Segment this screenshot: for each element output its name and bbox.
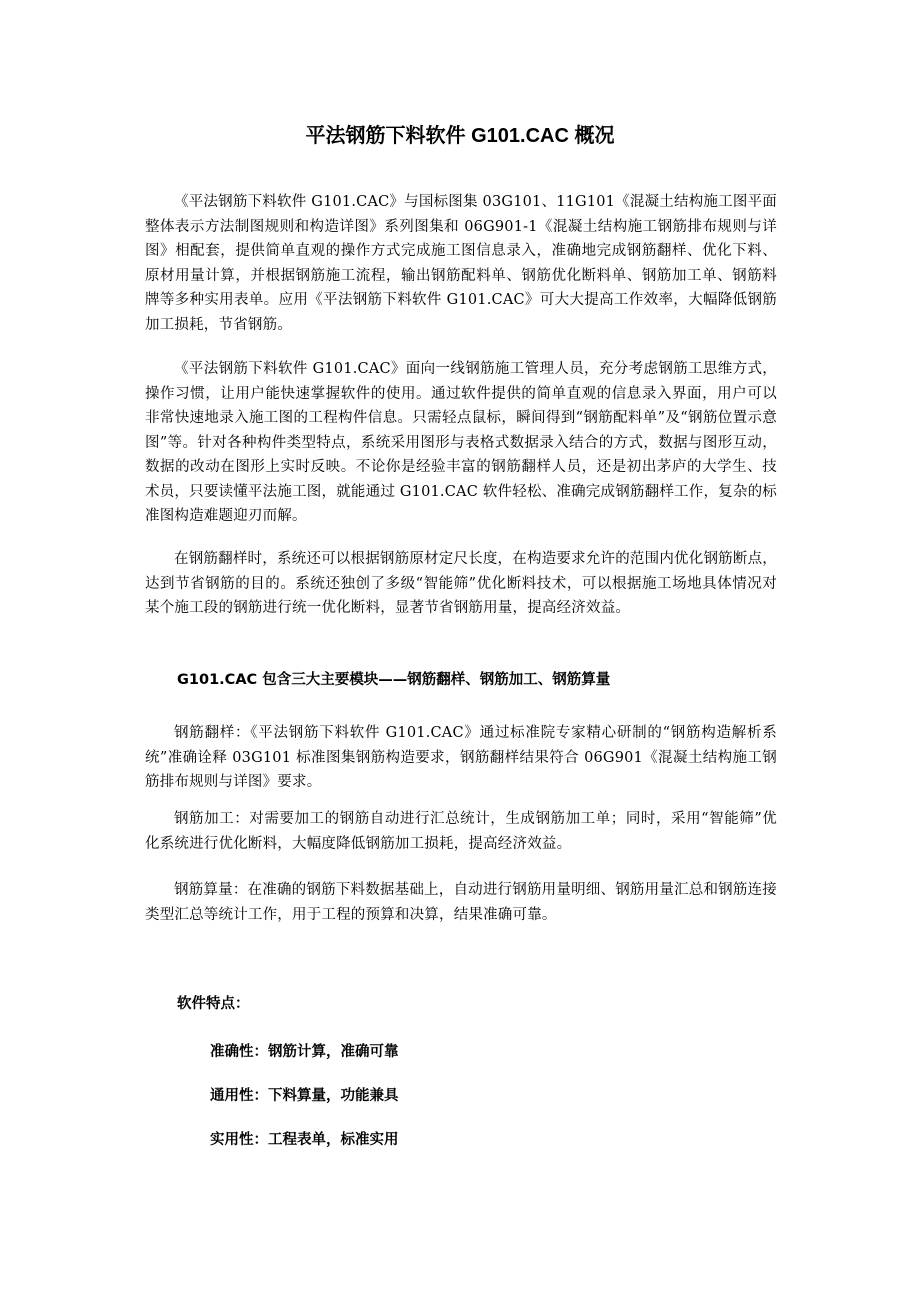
module-rebar-detailing-paragraph: 钢筋翻样：《平法钢筋下料软件 G101.CAC》通过标准院专家精心研制的“钢筋构造解析系统”准确诠释 03G101 标准图集钢筋构造要求，钢筋翻样结果符合 06G901《混凝土结构施工钢筋排布规则与详图》要求。	[145, 725, 777, 790]
module-rebar-processing-paragraph: 钢筋加工：对需要加工的钢筋自动进行汇总统计，生成钢筋加工单；同时，采用“智能筛”优化系统进行优化断料，大幅度降低钢筋加工损耗，提高经济效益。	[145, 811, 777, 852]
document-title: 平法钢筋下料软件 G101.CAC 概况	[305, 125, 615, 147]
modules-heading: G101.CAC 包含三大主要模块——钢筋翻样、钢筋加工、钢筋算量	[177, 672, 611, 688]
module-rebar-quantity-paragraph: 钢筋算量：在准确的钢筋下料数据基础上，自动进行钢筋用量明细、钢筋用量汇总和钢筋连接类型汇总等统计工作，用于工程的预算和决算，结果准确可靠。	[145, 882, 777, 923]
features-heading: 软件特点：	[177, 996, 250, 1012]
audience-paragraph: 《平法钢筋下料软件 G101.CAC》面向一线钢筋施工管理人员，充分考虑钢筋工思维方式，操作习惯，让用户能快速掌握软件的使用。通过软件提供的简单直观的信息录入界面，用户可以非常快速地录入施工图的工程构件信息。只需轻点鼠标，瞬间得到“钢筋配料单”及“钢筋位置示意图”等。针对各种构件类型特点，系统采用图形与表格式数据录入结合的方式，数据与图形互动，数据的改动在图形上实时反映。不论你是经验丰富的钢筋翻样人员，还是初出茅庐的大学生、技术员，只要读懂平法施工图，就能通过 G101.CAC 软件轻松、准确完成钢筋翻样工作，复杂的标准图构造难题迎刃而解。	[145, 361, 777, 524]
optimization-paragraph: 在钢筋翻样时，系统还可以根据钢筋原材定尺长度，在构造要求允许的范围内优化钢筋断点，达到节省钢筋的目的。系统还独创了多级“智能筛”优化断料技术，可以根据施工场地具体情况对某个施工段的钢筋进行统一优化断料，显著节省钢筋用量，提高经济效益。	[145, 551, 777, 616]
feature-accuracy: 准确性：钢筋计算，准确可靠	[210, 1044, 399, 1060]
feature-practicality: 实用性：工程表单，标准实用	[210, 1132, 399, 1148]
feature-versatility: 通用性：下料算量，功能兼具	[210, 1088, 399, 1104]
intro-paragraph: 《平法钢筋下料软件 G101.CAC》与国标图集 03G101、11G101《混凝土结构施工图平面整体表示方法制图规则和构造详图》系列图集和 06G901-1《混凝土结构施工钢筋排布规则与详图》相配套，提供简单直观的操作方式完成施工图信息录入，准确地完成钢筋翻样、优化下料、原材用量计算，并根据钢筋施工流程，输出钢筋配料单、钢筋优化断料单、钢筋加工单、钢筋料牌等多种实用表单。应用《平法钢筋下料软件 G101.CAC》可大大提高工作效率，大幅降低钢筋加工损耗，节省钢筋。	[145, 194, 777, 333]
